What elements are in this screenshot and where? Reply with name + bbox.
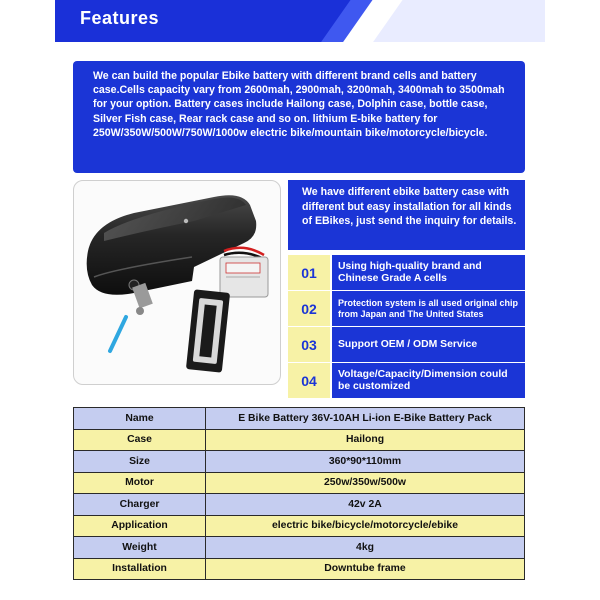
feature-item bbox=[288, 291, 525, 326]
spec-value: electric bike/bicycle/motorcycle/ebike bbox=[206, 515, 525, 537]
intro-text: We can build the popular Ebike battery with different brand cells and battery case.Cells capacity vary from 2600mah, 2900mah, 3200mah, 3400mah to 3500mah for your option. Battery cases include Hailong case, Dolphin case, bottle case, Silver Fish case, Rear rack case and so on. lithium E-bike battery for 250W/350W/500W/750W/1000w electric bike/mountain bike/motorcycle/bicycle. bbox=[73, 61, 525, 173]
table-row bbox=[74, 472, 525, 494]
feature-text: Protection system is all used original chip from Japan and The United States bbox=[332, 291, 525, 326]
feature-text: Using high-quality brand and Chinese Grade A cells bbox=[332, 255, 525, 290]
spec-key: Name bbox=[74, 408, 206, 430]
spec-key: Case bbox=[74, 429, 206, 451]
spec-key: Weight bbox=[74, 537, 206, 559]
feature-item bbox=[288, 327, 525, 362]
battery-image bbox=[74, 181, 281, 385]
spec-key: Size bbox=[74, 451, 206, 473]
spec-key: Charger bbox=[74, 494, 206, 516]
spec-key: Installation bbox=[74, 558, 206, 580]
spec-value: Downtube frame bbox=[206, 558, 525, 580]
feature-number: 02 bbox=[288, 291, 330, 326]
table-row bbox=[74, 558, 525, 580]
table-row bbox=[74, 429, 525, 451]
feature-number: 04 bbox=[288, 363, 330, 398]
spec-value: 250w/350w/500w bbox=[206, 472, 525, 494]
spec-value: 42v 2A bbox=[206, 494, 525, 516]
table-row bbox=[74, 451, 525, 473]
table-row bbox=[74, 494, 525, 516]
case-info-box: We have different ebike battery case with different but easy installation for all kinds of EBikes, just send the inquiry for details. bbox=[288, 180, 525, 250]
feature-item bbox=[288, 363, 525, 398]
spec-key: Application bbox=[74, 515, 206, 537]
spec-value: 4kg bbox=[206, 537, 525, 559]
page-title: Features bbox=[80, 8, 160, 28]
battery-photo bbox=[73, 180, 281, 385]
table-row bbox=[74, 537, 525, 559]
spec-key: Motor bbox=[74, 472, 206, 494]
feature-number: 01 bbox=[288, 255, 330, 290]
feature-item bbox=[288, 255, 525, 290]
features-header bbox=[55, 0, 545, 42]
spec-table bbox=[73, 407, 525, 580]
table-row bbox=[74, 515, 525, 537]
spec-value: E Bike Battery 36V-10AH Li-ion E-Bike Battery Pack bbox=[206, 408, 525, 430]
spec-value: 360*90*110mm bbox=[206, 451, 525, 473]
table-row bbox=[74, 408, 525, 430]
spec-value: Hailong bbox=[206, 429, 525, 451]
feature-text: Support OEM / ODM Service bbox=[332, 327, 525, 362]
feature-number: 03 bbox=[288, 327, 330, 362]
feature-text: Voltage/Capacity/Dimension could be customized bbox=[332, 363, 525, 398]
